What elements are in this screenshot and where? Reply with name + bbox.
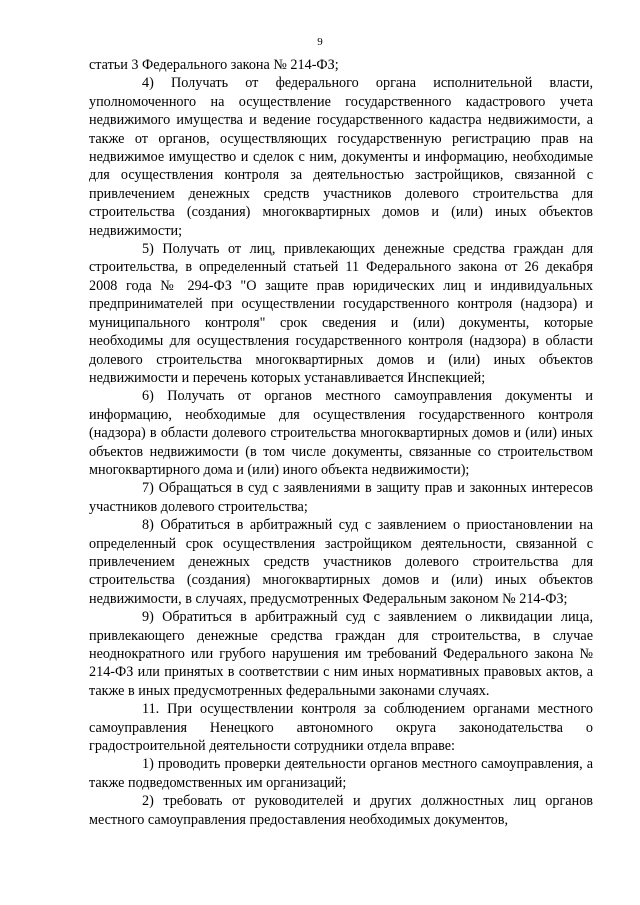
paragraph-item-5: 5) Получать от лиц, привлекающих денежные средства граждан для строительства, в определенный статьей 11 Федерального закона от 26 декабря 2008 года № 294-ФЗ "О защите прав юридических лиц и индивидуальных предпринимателей при осуществлении государственного контроля (надзора) и муниципального контроля" срок сведения и (или) документы, которые необходимы для осуществления государственного контроля (надзора) в области долевого строительства многоквартирных домов и (или) иных объектов недвижимости и перечень которых устанавливается Инспекцией; [89, 241, 593, 386]
paragraph-item-4: 4) Получать от федерального органа исполнительной власти, уполномоченного на осуществление государственного кадастрового учета недвижимого имущества и ведение государственного кадастра недвижимости, а также от органов, осуществляющих государственную регистрацию прав на недвижимое имущество и сделок с ним, документы и информацию, необходимые для осуществления контроля за деятельностью застройщиков, связанной с привлечением денежных средств участников долевого строительства для строительства (создания) многоквартирных домов и (или) иных объектов недвижимости; [89, 75, 593, 239]
paragraph-item-9: 9) Обратиться в арбитражный суд с заявлением о ликвидации лица, привлекающего денежные средства граждан для строительства, в случае неоднократного или грубого нарушения им требований Федерального закона № 214-ФЗ или принятых в соответствии с ним иных нормативных правовых актов, а также в иных предусмотренных федеральными законами случаях. [89, 609, 593, 699]
paragraph-item-7: 7) Обращаться в суд с заявлениями в защиту прав и законных интересов участников долевого строительства; [89, 480, 593, 515]
page-number: 9 [317, 36, 323, 48]
document-body [89, 56, 593, 829]
paragraph-subitem-2: 2) требовать от руководителей и других должностных лиц органов местного самоуправления предоставления необходимых документов, [89, 793, 593, 828]
paragraph-item-6: 6) Получать от органов местного самоуправления документы и информацию, необходимые для осуществления государственного контроля (надзора) в области долевого строительства многоквартирных домов и (или) иных объектов недвижимости (в том числе документы, связанные со строительством многоквартирного дома и (или) иного объекта недвижимости); [89, 388, 593, 478]
paragraph-continuation: статьи 3 Федерального закона № 214-ФЗ; [89, 57, 339, 73]
paragraph-item-8: 8) Обратиться в арбитражный суд с заявлением о приостановлении на определенный срок осуществления застройщиком деятельности, связанной с привлечением денежных средств участников долевого строительства для строительства (создания) многоквартирных домов и (или) иных объектов недвижимости, в случаях, предусмотренных Федеральным законом № 214-ФЗ; [89, 517, 593, 607]
paragraph-subitem-1: 1) проводить проверки деятельности органов местного самоуправления, а также подведомственных им организаций; [89, 756, 593, 791]
paragraph-section-11: 11. При осуществлении контроля за соблюдением органами местного самоуправления Ненецкого автономного округа законодательства о градостроительной деятельности сотрудники отдела вправе: [89, 701, 593, 755]
